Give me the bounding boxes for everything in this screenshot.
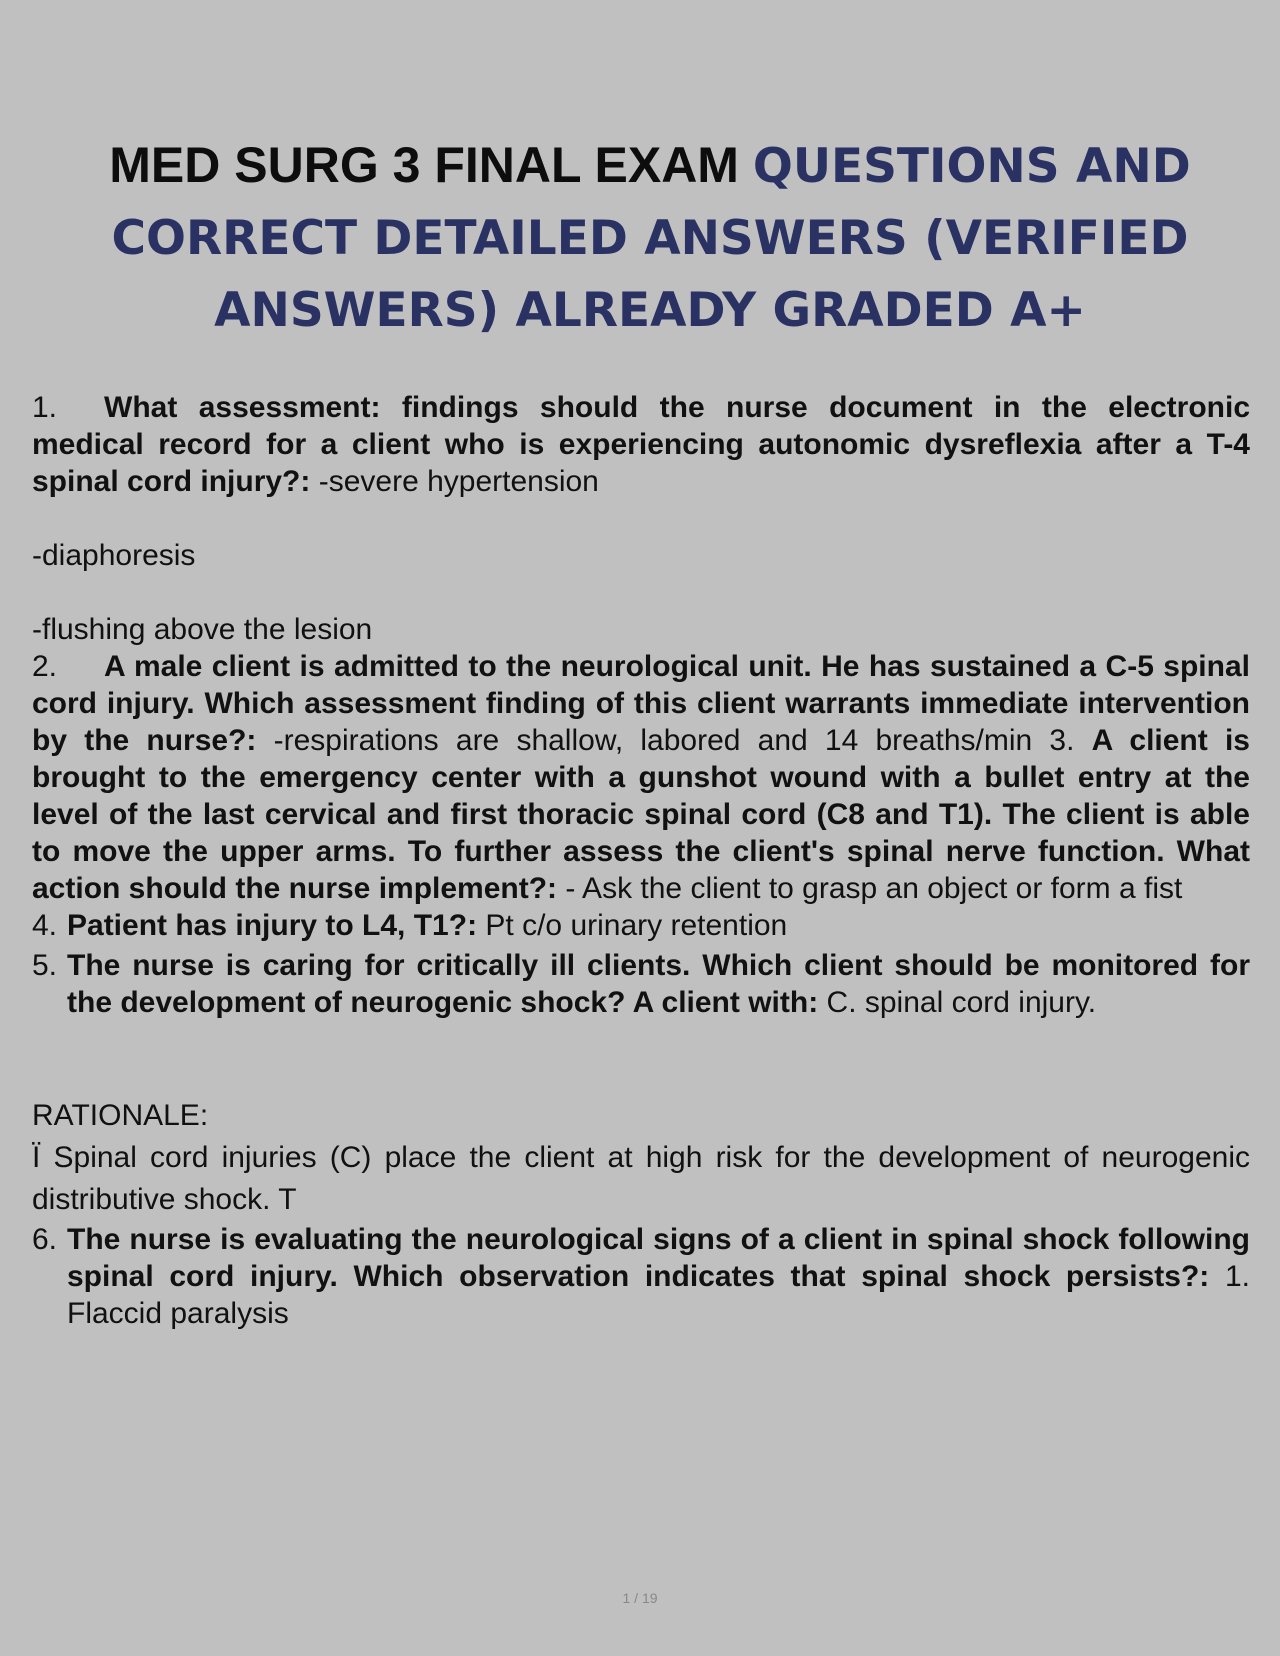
question-1-text: What assessment: findings should the nurse document in the electronic medical record for a client who is experiencing autonomic dysreflexia after a T-4 spinal cord injury?: [32, 391, 1250, 498]
question-3-answer: - Ask the client to grasp an object or form a fist [565, 872, 1183, 905]
question-3-number: 3. [1049, 724, 1075, 757]
document-body [32, 389, 1250, 1332]
question-6 [32, 1221, 1250, 1332]
question-2-number: 2. [32, 650, 58, 683]
question-6-number: 6. [32, 1223, 58, 1256]
question-2-answer: -respirations are shallow, labored and 14 breaths/min [273, 724, 1033, 757]
question-4-text: Patient has injury to L4, T1?: [67, 909, 478, 942]
question-2-and-3 [32, 648, 1250, 907]
rationale-heading: RATIONALE: [32, 1099, 209, 1132]
question-1-answer-3: -flushing above the lesion [32, 613, 373, 646]
question-2-text: A male client is admitted to the neurological unit. He has sustained a C-5 spinal cord injury. Which assessment finding of this client warrants immediate intervention by the nurse?: [32, 650, 1250, 757]
question-6-answer: 1. Flaccid paralysis [67, 1260, 1250, 1330]
question-4-answer: Pt c/o urinary retention [485, 909, 788, 942]
question-3-text: A client is brought to the emergency center with a gunshot wound with a bullet entry at the level of the last cervical and first thoracic spinal cord (C8 and T1). The client is able to move the upper arms. To further assess the client's spinal nerve function. What action should the nurse implement?: [32, 724, 1250, 905]
question-5 [32, 947, 1250, 1021]
question-1-number: 1. [32, 391, 58, 424]
question-1-answer: -severe hypertension [318, 465, 599, 498]
question-4 [32, 907, 1250, 944]
question-6-text: The nurse is evaluating the neurological signs of a client in spinal shock following spinal cord injury. Which observation indicates that spinal shock persists?: [67, 1223, 1250, 1293]
question-4-number: 4. [32, 909, 58, 942]
question-1-answer-2: -diaphoresis [32, 539, 196, 572]
spacer [32, 500, 1250, 537]
spacer [32, 574, 1250, 611]
rationale-text: Ï Spinal cord injuries (C) place the client at high risk for the development of neurogenic distributive shock. T [32, 1141, 1250, 1216]
question-5-answer: C. spinal cord injury. [826, 986, 1097, 1019]
document-page [32, 0, 1250, 1656]
question-5-number: 5. [32, 949, 58, 982]
title-blue-part: QUESTIONS AND CORRECT DETAILED ANSWERS (VERIFIED ANSWERS) ALREADY GRADED A+ [111, 139, 1191, 338]
question-5-text: The nurse is caring for critically ill clients. Which client should be monitored for the development of neurogenic shock? A client with: [67, 949, 1250, 1019]
spacer [32, 1021, 1250, 1095]
title-black-part: MED SURG 3 FINAL EXAM [109, 137, 739, 193]
page-indicator: 1 / 19 [622, 1590, 658, 1606]
question-1 [32, 389, 1250, 500]
